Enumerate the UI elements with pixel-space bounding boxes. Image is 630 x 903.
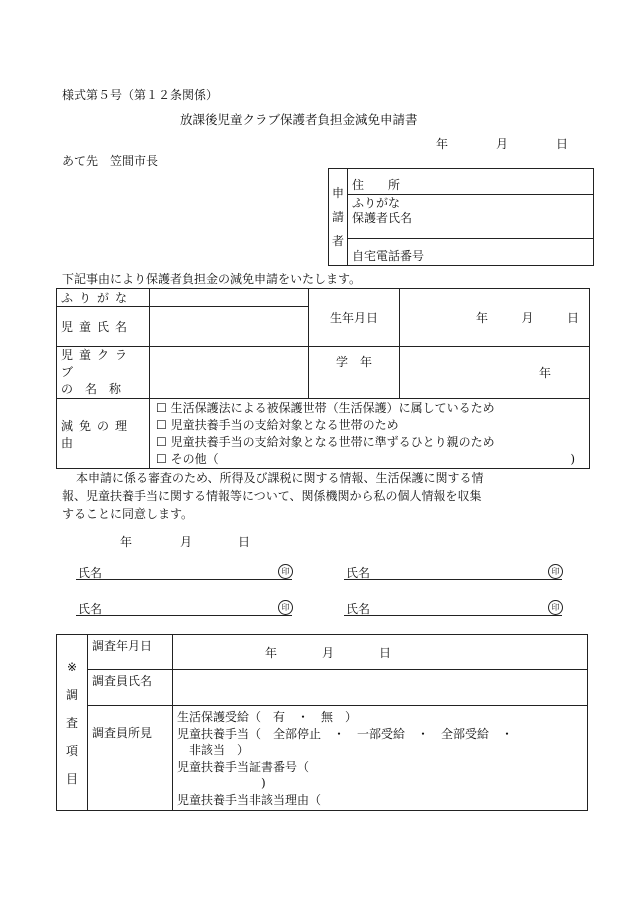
form-title: 放課後児童クラブ保護者負担金減免申請書 — [180, 112, 418, 127]
child-name-field[interactable] — [150, 307, 309, 347]
birth-label: 生年月日 — [309, 289, 400, 347]
survey-side-label: ※ 調 査 項 目 — [57, 635, 88, 811]
reason-options — [150, 399, 590, 469]
survey-table — [56, 634, 588, 811]
signature-line[interactable] — [76, 615, 292, 616]
seal-mark: 印 — [278, 564, 293, 579]
grade-label: 学 年 — [309, 347, 400, 399]
signature-name-label: 氏名 — [346, 566, 371, 580]
survey-staff-field[interactable] — [173, 670, 588, 706]
child-furigana-label: ふりがな — [57, 289, 150, 307]
signature-line[interactable] — [76, 579, 292, 580]
addressee: あて先 笠間市長 — [62, 154, 159, 168]
seal-mark: 印 — [548, 600, 563, 615]
survey-date-field[interactable]: 年 月 日 — [173, 635, 588, 670]
grade-field[interactable]: 年 — [400, 347, 590, 399]
signature-name-label: 氏名 — [78, 566, 103, 580]
consent-line-1: 本申請に係る審査のため、所得及び課税に関する情報、生活保護に関する情 — [76, 471, 484, 485]
child-table — [56, 288, 590, 469]
signature-name-label: 氏名 — [346, 602, 371, 616]
sign-date-year: 年 — [120, 535, 133, 549]
applicant-table — [328, 168, 594, 266]
consent-line-2: 報、児童扶養手当に関する情報等について、関係機関から私の個人情報を収集 — [62, 489, 482, 503]
date-year: 年 — [436, 137, 449, 151]
form-number: 様式第５号（第１２条関係） — [62, 88, 219, 102]
survey-opinion-label: 調査員所見 — [88, 706, 173, 811]
birth-field[interactable]: 年 月 日 — [400, 289, 590, 347]
intro-text: 下記事由により保護者負担金の減免申請をいたします。 — [62, 272, 362, 286]
reason-option[interactable]: ☐ 生活保護法による被保護世帯（生活保護）に属しているため — [156, 400, 495, 415]
sign-date-month: 月 — [180, 535, 193, 549]
reason-label: 減免の理由 — [57, 399, 150, 469]
phone-field[interactable]: 自宅電話番号 — [348, 239, 594, 266]
signature-name-label: 氏名 — [78, 602, 103, 616]
reason-option[interactable]: ☐ 児童扶養手当の支給対象となる世帯のため — [156, 417, 399, 432]
reason-option-other[interactable]: ☐ その他（ ) — [156, 451, 575, 466]
club-field[interactable] — [150, 347, 309, 399]
seal-mark: 印 — [548, 564, 563, 579]
signature-line[interactable] — [344, 615, 562, 616]
applicant-side-label: 申 請 者 — [329, 169, 348, 266]
reason-option[interactable]: ☐ 児童扶養手当の支給対象となる世帯に準ずるひとり親のため — [156, 434, 495, 449]
address-field[interactable]: 住 所 — [348, 169, 594, 195]
sign-date-day: 日 — [238, 535, 251, 549]
survey-opinion-field[interactable]: 生活保護受給（ 有 ・ 無 ） 児童扶養手当（ 全部停止 ・ 一部受給 ・ 全部受給 ・ 非該当 ） 児童扶養手当証書番号（ ) 児童扶養手当非該当理由（ — [173, 706, 588, 811]
consent-line-3: することに同意します。 — [62, 507, 194, 521]
seal-mark: 印 — [278, 600, 293, 615]
guardian-name-field[interactable]: ふりがな 保護者氏名 — [348, 195, 594, 239]
survey-staff-label: 調査員氏名 — [88, 670, 173, 706]
club-label: 児童クラブ の 名 称 — [57, 347, 150, 399]
signature-line[interactable] — [344, 579, 562, 580]
date-day: 日 — [556, 137, 569, 151]
child-name-label: 児童氏名 — [57, 307, 150, 347]
date-month: 月 — [496, 137, 509, 151]
survey-date-label: 調査年月日 — [88, 635, 173, 670]
child-furigana-field[interactable] — [150, 289, 309, 307]
